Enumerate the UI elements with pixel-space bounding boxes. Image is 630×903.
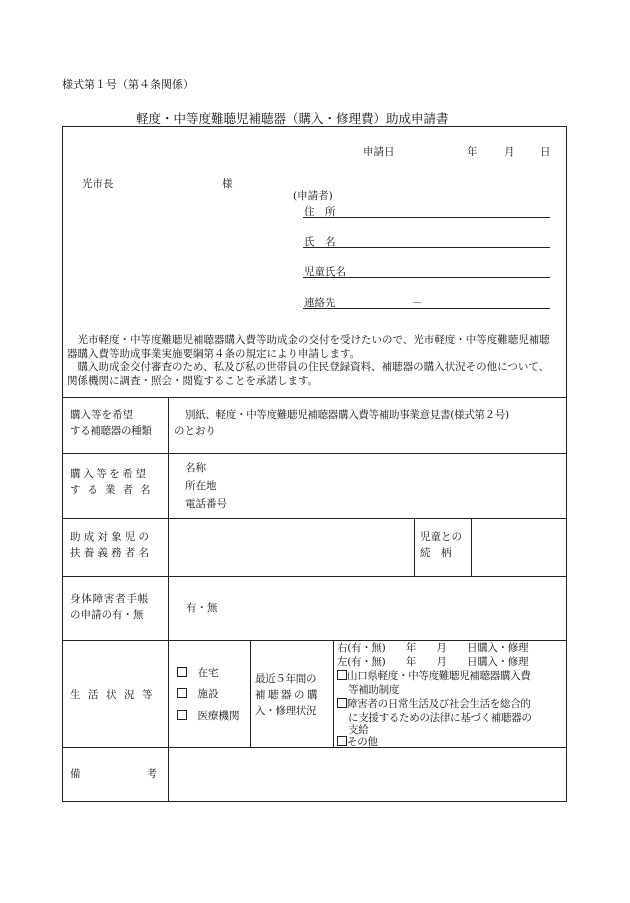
option-medical[interactable]: 医療機関 [177,710,240,723]
disability-label-2: の申請の有・無 [70,609,144,621]
date-year: 年 [467,146,478,158]
history-label-3: 入・修理状況 [255,705,317,717]
form-number: 様式第１号（第４条関係） [62,78,194,91]
consent-paragraph-2: 購入助成金交付審査のため、私及び私の世帯員の住民登録資料、補聴器の購入状況その他について、関係機関に調査・照会・閲覧することを承諾します。 [67,361,550,387]
disability-value[interactable]: 有・無 [186,602,218,614]
device-type-value-1: 別紙、軽度・中等度難聴児補聴器購入費等補助事業意見書(様式第２号) [185,409,509,421]
rule-after-guardian [62,576,567,577]
date-day: 日 [540,146,551,158]
history-rule-left [250,640,251,747]
option-facility[interactable]: 施設 [177,688,219,701]
disability-label-1: 身体障害者手帳 [70,593,150,605]
name-label: 氏 名 [304,236,336,248]
guardian-label-2: 扶養義務者名 [70,547,153,559]
checkbox-icon [177,710,187,720]
right-ear-history: 右(有・無) 年 月 日購入・修理 [337,642,529,654]
label-column-rule [168,397,169,802]
checkbox-icon [337,698,347,708]
check-yamaguchi-program[interactable]: 山口県軽度・中等度難聴児補聴器購入費 [337,670,531,683]
applicant-heading: (申請者) [293,190,333,202]
device-type-label-2: する補聴器の種類 [70,425,152,437]
rule-after-living [62,747,567,748]
check-other[interactable]: その他 [337,736,378,749]
relation-field[interactable] [475,522,563,572]
checkbox-icon [337,670,347,680]
vendor-field-name: 名称 [185,462,206,474]
guardian-name-field[interactable] [172,522,410,572]
contact-dash: － [412,297,423,309]
contact-label: 連絡先 [304,297,336,309]
vendor-field-phone: 電話番号 [185,498,227,510]
checkbox-icon [177,688,187,698]
vendor-label-1: 購入等を希望 [70,468,149,480]
check-disability-act[interactable]: 障害者の日常生活及び社会生活を総合的 [337,698,531,711]
vendor-field-address: 所在地 [185,480,217,492]
child-name-label: 児童氏名 [304,266,346,278]
living-label: 生活状況等 [70,689,160,701]
addressee-name: 光市長 [82,178,114,190]
addressee-honorific: 様 [222,178,233,190]
history-label-1: 最近５年間の [255,673,317,685]
left-ear-history: 左(有・無) 年 月 日購入・修理 [337,656,529,668]
device-type-label-1: 購入等を希望 [70,409,133,421]
rule-after-vendor [62,518,567,519]
remarks-label: 備考 [70,768,223,780]
relation-rule-right [471,518,472,576]
device-type-value-2: のとおり [174,425,216,437]
contact-field[interactable] [303,308,550,309]
rule-after-disability [62,640,567,641]
address-label: 住 所 [304,206,336,218]
history-rule-right [333,640,334,747]
child-name-field[interactable] [303,277,550,278]
checkbox-icon [177,667,187,677]
guardian-label-1: 助成対象児の [70,531,153,543]
relation-rule-left [414,518,415,576]
history-label-2: 補聴器の購 [255,689,320,701]
vendor-label-2: する業者名 [70,484,158,496]
rule-after-device [62,453,567,454]
check-disability-act-3: 支給 [348,724,369,736]
date-month: 月 [504,146,515,158]
date-label: 申請日 [363,146,395,158]
consent-paragraph-1: 光市軽度・中等度難聴児補聴器購入費等助成金の交付を受けたいので、光市軽度・中等度難聴児補聴器購入費等助成事業実施要綱第４条の規定により申請します。 [67,334,550,360]
rule-after-header [62,397,567,398]
relation-label-1: 児童との [420,531,462,543]
remarks-field[interactable] [172,751,563,798]
checkbox-icon [337,736,347,746]
form-title: 軽度・中等度難聴児補聴器（購入・修理費）助成申請書 [136,111,449,126]
check-disability-act-2: に支援するための法律に基づく補聴器の [348,712,532,724]
check-yamaguchi-program-2: 等補助制度 [348,684,399,696]
relation-label-2: 続 柄 [420,547,452,559]
name-field[interactable] [303,247,550,248]
address-field[interactable] [303,217,550,218]
option-home[interactable]: 在宅 [177,667,219,680]
